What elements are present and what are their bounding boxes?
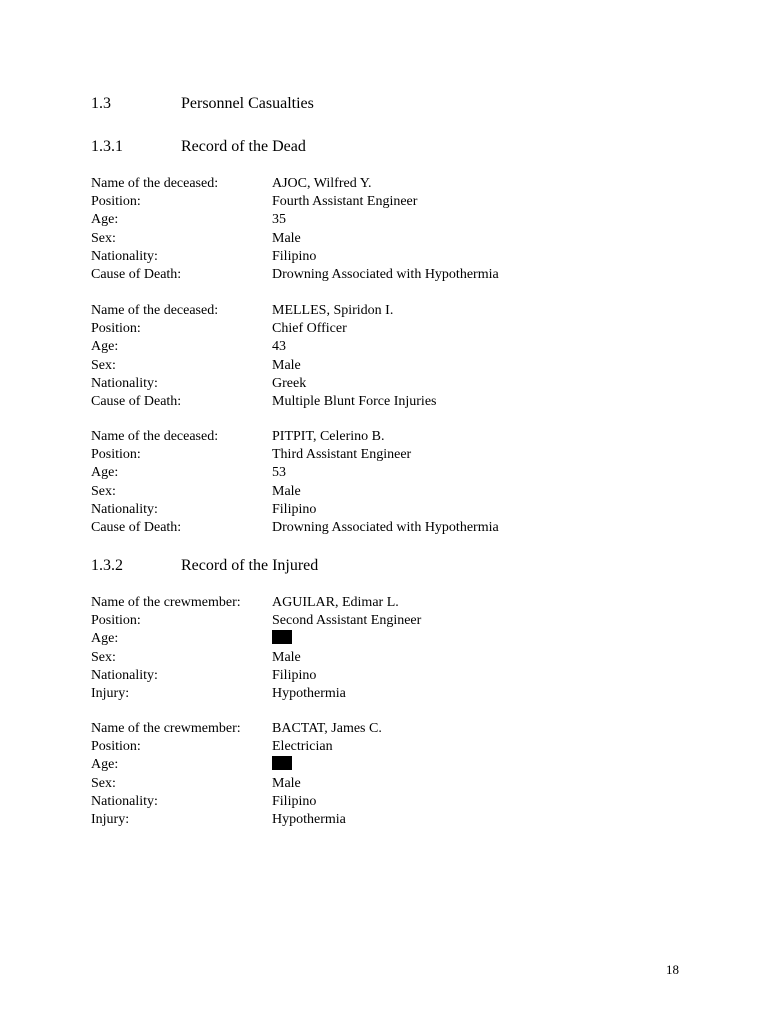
field-value: AJOC, Wilfred Y. — [272, 176, 372, 191]
field-label: Sex: — [91, 230, 116, 246]
field-label: Name of the crewmember: — [91, 721, 241, 736]
field-value: Filipino — [272, 667, 317, 683]
field-value: Fourth Assistant Engineer — [272, 194, 418, 210]
field-value: Second Assistant Engineer — [272, 613, 422, 629]
field-value: 43 — [272, 339, 286, 355]
field-label: Cause of Death: — [91, 266, 182, 282]
field-value: Greek — [272, 375, 307, 391]
section-number: 1.3.1 — [91, 138, 123, 155]
field-value: Filipino — [272, 793, 317, 809]
field-value: Male — [272, 230, 301, 246]
redacted-value — [272, 630, 292, 648]
field-value: Chief Officer — [272, 321, 347, 337]
field-label: Sex: — [91, 483, 116, 499]
field-label: Cause of Death: — [91, 393, 182, 409]
section-heading-1-3-1 — [91, 137, 306, 157]
field-label: Age: — [91, 631, 119, 647]
page-number: 18 — [666, 962, 679, 977]
field-value: Multiple Blunt Force Injuries — [272, 393, 437, 409]
field-value: Male — [272, 649, 301, 665]
field-label: Nationality: — [91, 667, 158, 683]
field-label: Age: — [91, 757, 119, 773]
field-label: Name of the crewmember: — [91, 595, 241, 610]
field-label: Nationality: — [91, 248, 158, 264]
field-value: AGUILAR, Edimar L. — [272, 595, 399, 610]
field-value: Hypothermia — [272, 685, 346, 701]
field-value: Drowning Associated with Hypothermia — [272, 266, 499, 282]
field-value: 53 — [272, 465, 286, 481]
field-label: Position: — [91, 613, 141, 629]
section-title: Record of the Dead — [181, 138, 306, 155]
field-label: Name of the deceased: — [91, 429, 219, 444]
field-label: Injury: — [91, 685, 130, 701]
field-label: Injury: — [91, 811, 130, 827]
section-heading-1-3-2 — [91, 556, 318, 576]
field-value: 35 — [272, 212, 286, 228]
field-label: Cause of Death: — [91, 519, 182, 535]
field-label: Position: — [91, 321, 141, 337]
field-label: Position: — [91, 194, 141, 210]
field-label: Name of the deceased: — [91, 176, 219, 191]
field-value: BACTAT, James C. — [272, 721, 382, 736]
field-value: Electrician — [272, 739, 333, 755]
field-label: Nationality: — [91, 793, 158, 809]
section-number: 1.3 — [91, 95, 111, 112]
field-label: Age: — [91, 465, 119, 481]
field-value: PITPIT, Celerino B. — [272, 429, 385, 444]
field-label: Name of the deceased: — [91, 303, 219, 318]
field-value: Filipino — [272, 501, 317, 517]
section-title: Record of the Injured — [181, 557, 319, 574]
field-label: Sex: — [91, 649, 116, 665]
field-value: Third Assistant Engineer — [272, 447, 412, 463]
redaction-box — [272, 756, 292, 770]
field-label: Position: — [91, 739, 141, 755]
field-label: Age: — [91, 212, 119, 228]
field-label: Nationality: — [91, 501, 158, 517]
field-value: Filipino — [272, 248, 317, 264]
field-value: Male — [272, 483, 301, 499]
field-value: Drowning Associated with Hypothermia — [272, 519, 499, 535]
section-title: Personnel Casualties — [181, 95, 314, 112]
field-value: MELLES, Spiridon I. — [272, 303, 394, 318]
field-label: Age: — [91, 339, 119, 355]
field-label: Position: — [91, 447, 141, 463]
section-number: 1.3.2 — [91, 557, 123, 574]
field-value: Male — [272, 357, 301, 373]
field-label: Nationality: — [91, 375, 158, 391]
redaction-box — [272, 630, 292, 644]
field-label: Sex: — [91, 357, 116, 373]
field-value: Hypothermia — [272, 811, 346, 827]
field-value: Male — [272, 775, 301, 791]
section-heading-1-3 — [91, 94, 314, 114]
redacted-value — [272, 756, 292, 774]
field-label: Sex: — [91, 775, 116, 791]
